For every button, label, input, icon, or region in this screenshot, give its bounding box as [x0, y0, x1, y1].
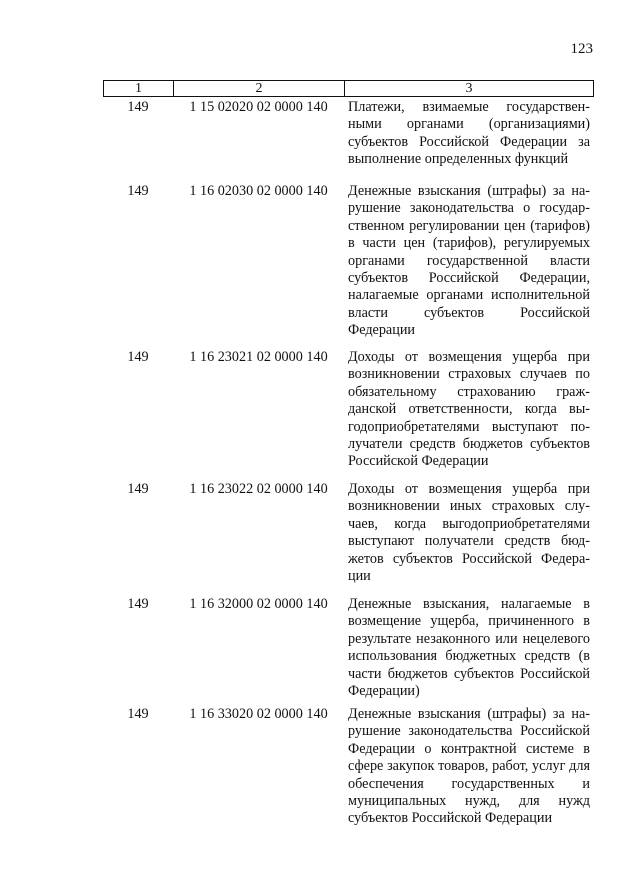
admin-code-cell: 149 — [127, 706, 149, 722]
column-header-1: 1 — [104, 81, 174, 96]
table-row — [103, 706, 594, 828]
description-cell: Доходы от возмещения ущерба при возникновении страховых случаев по обязательному страхованию гражданской ответственности, когда выгодоприобретателями выступают получатели средств бюджетов субъектов Российской Федерации — [348, 349, 590, 470]
description-cell: Доходы от возмещения ущерба при возникновении иных страховых случаев, когда выгодоприобретателями выступают получатели средств бюджетов субъектов Российской Федерации — [348, 481, 590, 585]
admin-code-cell: 149 — [127, 183, 149, 199]
kbk-code-cell: 1 15 02020 02 0000 140 — [189, 99, 328, 115]
kbk-code-cell: 1 16 23022 02 0000 140 — [189, 481, 328, 497]
kbk-code-cell: 1 16 02030 02 0000 140 — [189, 183, 328, 199]
admin-code-cell: 149 — [127, 99, 149, 115]
description-cell: Денежные взыскания (штрафы) за нарушение законодательства Российской Федерации о контрактной системе в сфере закупок товаров, работ, услуг для обеспечения государственных и муниципальных нужд, для нужд субъектов Российской Федерации — [348, 706, 590, 827]
kbk-code-cell: 1 16 23021 02 0000 140 — [189, 349, 328, 365]
table-header — [103, 80, 594, 97]
admin-code-cell: 149 — [127, 349, 149, 365]
page-number: 123 — [570, 41, 593, 57]
description-cell: Денежные взыскания, налагаемые в возмещение ущерба, причиненного в результате незаконного или нецелевого использования бюджетных средств (в части бюджетов субъектов Российской Федерации) — [348, 596, 590, 700]
column-header-2: 2 — [174, 81, 345, 96]
kbk-code-cell: 1 16 32000 02 0000 140 — [189, 596, 328, 612]
table-row — [103, 99, 594, 169]
table-row — [103, 349, 594, 471]
description-cell: Платежи, взимаемые государственными органами (организациями) субъектов Российской Федерации за выполнение определенных функций — [348, 99, 590, 168]
table-row — [103, 183, 594, 340]
table-row — [103, 481, 594, 585]
kbk-code-cell: 1 16 33020 02 0000 140 — [189, 706, 328, 722]
description-cell: Денежные взыскания (штрафы) за нарушение законодательства о государственном регулировании цен (тарифов) в части цен (тарифов), регулируемых органами государственной власти субъектов Российской Федерации, налагаемые органами исполнительной власти субъектов Российской Федерации — [348, 183, 590, 339]
admin-code-cell: 149 — [127, 596, 149, 612]
table-row — [103, 596, 594, 700]
column-header-3: 3 — [465, 81, 473, 96]
admin-code-cell: 149 — [127, 481, 149, 497]
